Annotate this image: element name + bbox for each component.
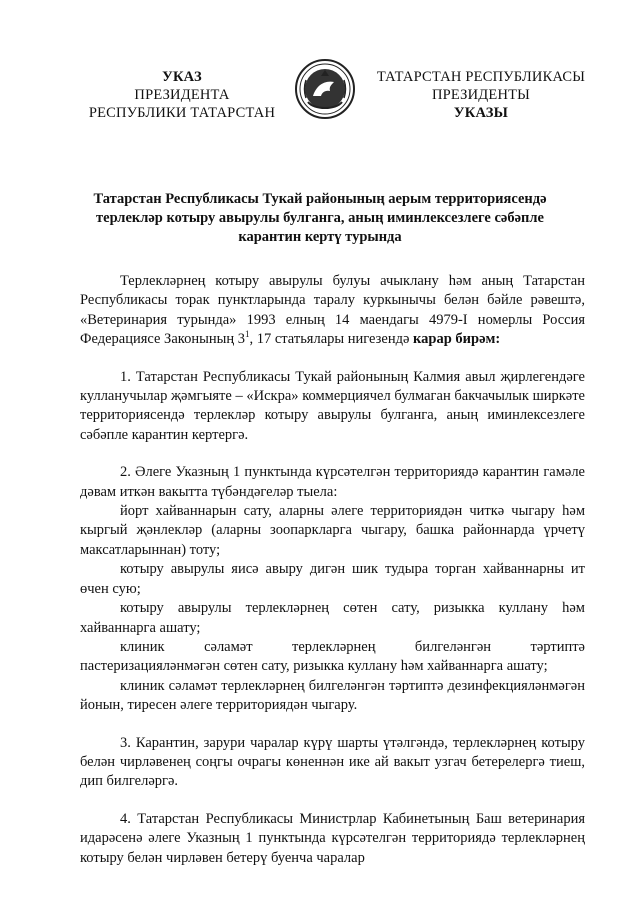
header-right-line-2: ПРЕЗИДЕНТЫ [431, 87, 531, 103]
preamble-text-cont: , 17 статьялары нигезендә [249, 331, 414, 348]
header-right-line-1: ТАТАРСТАН РЕСПУБЛИКАСЫ [376, 69, 586, 85]
paragraph-2-item-2: котыру авырулы яисә авыру дигән шик тудыра торган хайваннарны ит өчен сую; [80, 561, 585, 597]
title-line-1: Татарстан Республикасы Тукай районының аерым территориясендә [93, 191, 547, 207]
header-tatar [366, 68, 596, 122]
paragraph-2-item-1: йорт хайваннарын сату, аларны әлеге территориядән читкә чыгару һәм кыргый җәнлекләр (аларны зоопаркларга чыгару, башка районнарда үрчетү максатларыннан) тоту; [80, 503, 585, 558]
header-left-line-1: УКАЗ [162, 69, 202, 85]
paragraph-1: 1. Татарстан Республикасы Тукай районының Калмия авыл җирлегендәге кулланучылар җәмгыяте – «Искра» коммерциячел булмаган бакчачылык ширкәте территориясендә терлекләр котыру авырулы булганга, аның иминлексезлеге сәбәпле карантин кертергә. [80, 368, 585, 443]
preamble-superscript: 1 [244, 329, 250, 340]
paragraph-3: 3. Карантин, зарури чаралар күрү шарты үтәлгәндә, терлекләрнең котыру белән чирләвенең соңгы очрагы көненнән ике ай вакыт узгач бетерелергә тиеш, дип билгеләргә. [80, 734, 585, 790]
paragraph-4: 4. Татарстан Республикасы Министрлар Кабинетының Баш ветеринария идарәсенә әлеге Указның 1 пунктында күрсәтелгән территориядә терлекләрнең котыру белән чирләвен бетерү буенча чаралар [80, 810, 585, 866]
preamble [80, 272, 585, 350]
paragraph-2-item-4: клиник сәламәт терлекләрнең билгеләнгән тәртиптә пастеризацияләнмәгән сөтен сату, ризыкка куллану һәм хайваннарга ашату; [80, 638, 585, 675]
title-line-2: терлекләр котыру авырулы булганга, аның иминлексезлеге сәбәпле [96, 210, 544, 226]
document-title [80, 190, 560, 247]
header-russian [82, 68, 282, 122]
preamble-decree: карар бирәм: [413, 331, 501, 348]
preamble-text: Терлекләрнең котыру авырулы булуы ачыклану һәм аның Татарстан Республикасы торак пунктларында таралу куркынычы белән бәйле рәвештә, «Ветеринария турында» 1993 елның 14 маендагы 4979-I номерлы Россия Федерациясе Законының 3 [80, 273, 585, 348]
tatarstan-emblem-icon [294, 58, 356, 120]
header-left-line-3: РЕСПУБЛИКИ ТАТАРСТАН [88, 105, 276, 121]
document-body [80, 272, 585, 868]
paragraph-2-item-5: клиник сәламәт терлекләрнең билгеләнгән тәртиптә дезинфекцияләнмәгән йонын, тиресен әлеге территориядән чыгару. [80, 677, 585, 714]
title-line-3: карантин кертү турында [238, 229, 402, 245]
header-right-line-3: УКАЗЫ [453, 105, 509, 121]
paragraph-2-intro: 2. Әлеге Указның 1 пунктында күрсәтелгән территориядә карантин гамәле дәвам иткән вакытта түбәндәгеләр тыела: [80, 464, 585, 500]
header-left-line-2: ПРЕЗИДЕНТА [134, 87, 230, 103]
paragraph-2-item-3: котыру авырулы терлекләрнең сөтен сату, ризыкка куллану һәм хайваннарга ашату; [80, 600, 585, 636]
